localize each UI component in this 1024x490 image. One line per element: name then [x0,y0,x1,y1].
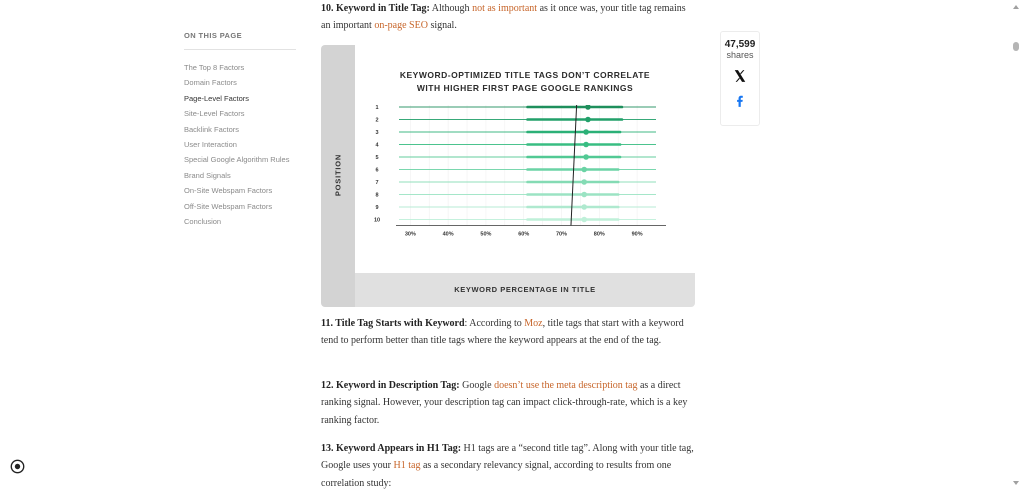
chart-x-tick-label: 50% [480,231,492,238]
chart-x-axis-label: KEYWORD PERCENTAGE IN TITLE [454,285,596,294]
chart-x-tick-label: 90% [631,231,643,238]
chart-median-point [581,204,587,210]
moz-link[interactable]: Moz [524,318,543,329]
chart-y-tick-label: 7 [375,180,379,187]
chart-title-line-1: KEYWORD-OPTIMIZED TITLE TAGS DON’T CORRELATE [399,70,651,80]
share-count: 47,599 [724,39,756,50]
page-scrollbar[interactable] [1009,0,1024,490]
title-tag-infographic [321,45,695,307]
chart-x-tick-label: 60% [518,231,530,238]
chart-y-tick-label: 4 [375,142,379,149]
chart-median-point [581,179,587,185]
position-vs-keyword-chart [355,105,695,249]
toc-item-site-level-factors[interactable]: Site-Level Factors [184,109,245,119]
chart-y-tick-label: 6 [375,167,379,174]
chart-x-tick-label: 70% [556,231,568,238]
chart-x-tick-label: 30% [404,231,416,238]
factor-13-heading: 13. Keyword Appears in H1 Tag: [321,443,462,454]
toc-item-domain-factors[interactable]: Domain Factors [184,78,237,88]
chart-title [355,69,695,95]
scroll-up-arrow-icon[interactable] [1013,5,1019,9]
chart-title-line-2: WITH HIGHER FIRST PAGE GOOGLE RANKINGS [416,83,634,93]
chart-x-tick-label: 40% [442,231,454,238]
chart-y-tick-label: 9 [375,205,379,212]
chart-median-point [581,167,587,173]
factor-13-paragraph: 13. Keyword Appears in H1 Tag: H1 tags are a “second title tag”. Along with your title tag, Google uses your H1 tag as a secondary relevancy signal, according to results from one correlation study: [321,443,694,489]
chart-median-point [583,142,589,148]
scroll-down-arrow-icon[interactable] [1013,481,1019,485]
meta-description-link[interactable]: doesn’t use the meta description tag [494,380,638,391]
toc-item-off-site-webspam-factors[interactable]: Off-Site Webspam Factors [184,201,273,211]
chart-y-tick-label: 5 [375,155,379,162]
factor-11-paragraph: 11. Title Tag Starts with Keyword: According to Moz, title tags that start with a keyword tend to perform better than title tags where the keyword appears at the end of the tag. [321,318,684,347]
chart-y-axis-label: POSITION [333,153,343,197]
toc-item-the-top-8-factors[interactable]: The Top 8 Factors [184,63,245,72]
chart-median-point [581,192,587,198]
factor-10-paragraph: 10. Keyword in Title Tag: Although not as important as it once was, your title tag remains an important on-page SEO signal. [321,3,686,32]
toc-item-on-site-webspam-factors[interactable]: On-Site Webspam Factors [184,186,273,196]
chart-y-tick-label: 1 [375,105,379,112]
factor-11-heading: 11. Title Tag Starts with Keyword [321,318,465,329]
not-as-important-link[interactable]: not as important [472,3,538,14]
toc-item-user-interaction[interactable]: User Interaction [184,139,237,149]
factor-12-heading: 12. Keyword in Description Tag: [321,380,460,391]
chart-y-tick-label: 2 [375,117,379,124]
h1-tag-link[interactable]: H1 tag [393,460,421,472]
toc-item-conclusion[interactable]: Conclusion [184,216,222,226]
toc-item-brand-signals[interactable]: Brand Signals [184,170,231,180]
toc-list [184,60,296,229]
toc-item-backlink-factors[interactable]: Backlink Factors [184,124,240,134]
share-widget [720,31,760,126]
chart-y-tick-label: 3 [375,130,379,137]
chart-median-point [585,117,591,123]
toc-item-special-google-algorithm-rules[interactable]: Special Google Algorithm Rules [184,155,290,165]
factor-12-paragraph: 12. Keyword in Description Tag: Google doesn’t use the meta description tag as a direct ranking signal. However, your description tag can impact click-through-rate, which is a key ranking factor. [321,380,688,426]
chart-median-point [583,129,589,135]
facebook-share-icon[interactable] [733,94,747,108]
chart-y-tick-label: 8 [375,192,379,199]
chart-median-point [585,105,591,110]
factor-10-heading: 10. Keyword in Title Tag: [321,3,430,14]
scrollbar-thumb[interactable] [1013,42,1019,51]
toc-item-page-level-factors[interactable]: Page-Level Factors [184,93,250,103]
x-share-icon[interactable] [733,69,747,83]
share-label: shares [726,50,754,60]
on-page-seo-link[interactable]: on-page SEO [374,20,428,32]
chart-x-tick-label: 80% [593,231,605,238]
chart-median-point [581,217,587,223]
table-of-contents [184,31,296,229]
record-button-icon[interactable] [10,459,25,474]
toc-heading: ON THIS PAGE [184,31,296,50]
chart-y-tick-label: 10 [373,217,381,224]
chart-median-point [583,154,589,160]
